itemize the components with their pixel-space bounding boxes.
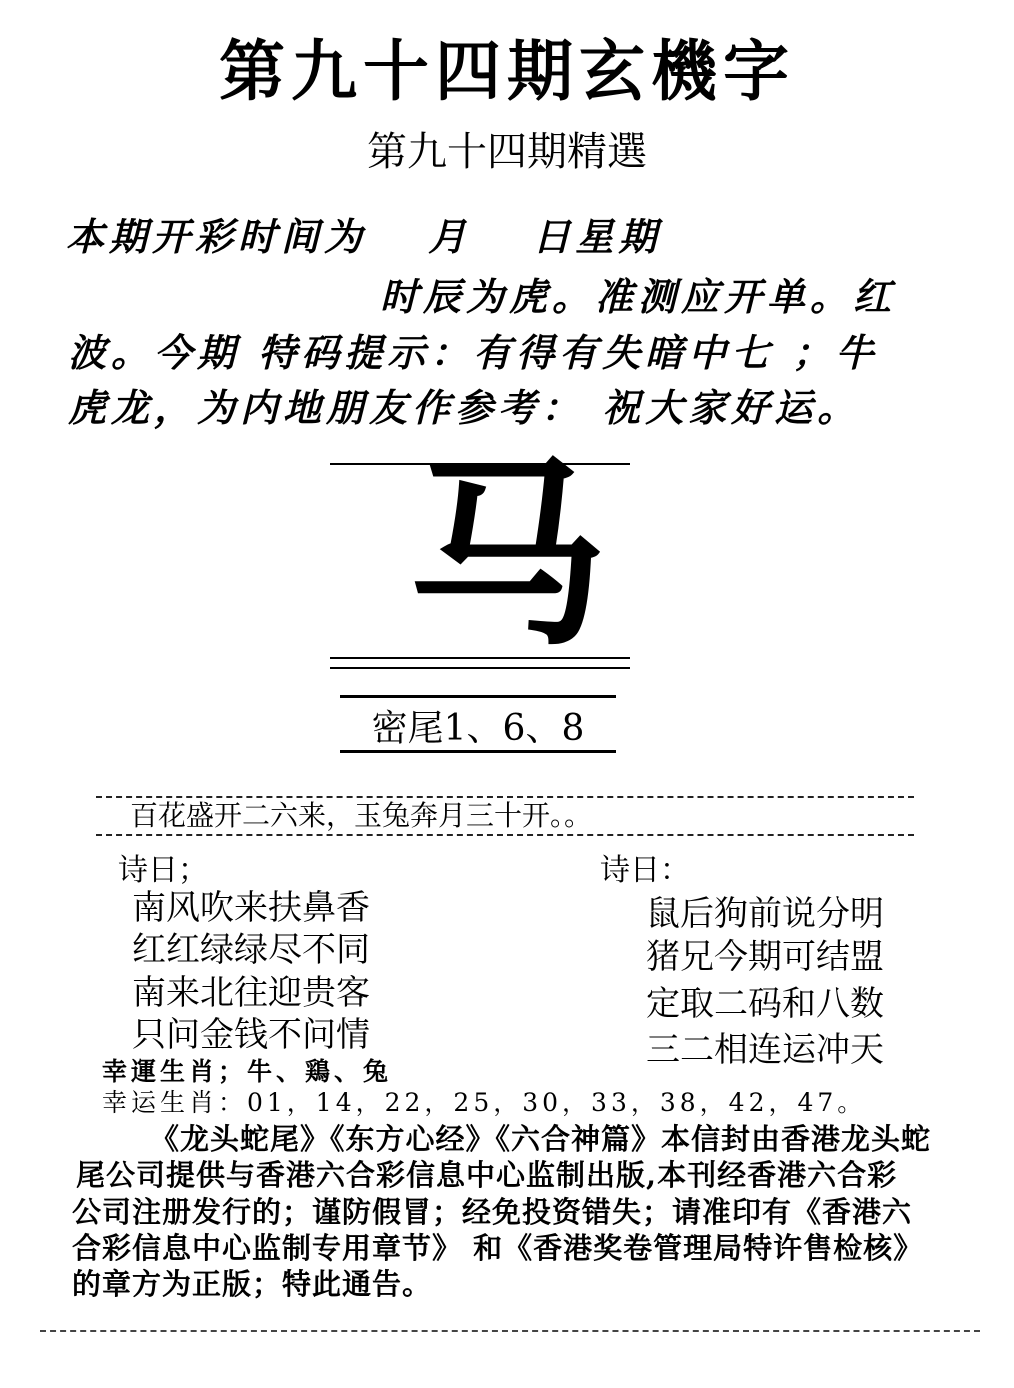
banner-line: 百花盛开二六来，玉兔奔月三十开。。 xyxy=(130,799,593,832)
notice-line-1: 《龙头蛇尾》《东方心经》《六合神篇》本信封由香港龙头蛇 xyxy=(150,1122,932,1156)
lucky-zodiac: 幸運生肖；牛、鶏、兔 xyxy=(102,1057,393,1086)
lucky-numbers: 幸运生肖：01，14，22，25，30，33，38，42，47。 xyxy=(102,1088,867,1117)
footer-rule xyxy=(40,1330,980,1332)
divider-bottom-2 xyxy=(330,667,630,669)
left-poem-line: 只问金钱不问情 xyxy=(132,1015,370,1055)
notice-line-2: 尾公司提供与香港六合彩信息中心监制出版,本刊经香港六合彩 xyxy=(76,1158,898,1192)
tail-numbers: 密尾1、6、8 xyxy=(371,708,585,749)
intro-line-2: 时辰为虎。准测应开单。红 xyxy=(380,274,897,319)
page-title: 第九十四期玄機字 xyxy=(219,33,795,110)
right-poem-heading: 诗日： xyxy=(600,853,690,888)
left-poem-line: 红红绿绿尽不同 xyxy=(132,930,370,970)
right-poem-line: 三二相连运冲天 xyxy=(646,1030,884,1070)
notice-line-3: 公司注册发行的；谨防假冒；经免投资错失；请准印有《香港六 xyxy=(72,1195,913,1229)
page-subtitle: 第九十四期精選 xyxy=(367,129,647,175)
notice-line-5: 的章方为正版；特此通告。 xyxy=(72,1267,433,1301)
left-poem-line: 南风吹来扶鼻香 xyxy=(132,888,370,928)
featured-zodiac-character: 马 xyxy=(406,440,607,673)
left-poem-heading: 诗日； xyxy=(118,853,208,888)
intro-line-1: 本期开彩时间为 月 日星期 xyxy=(66,214,662,259)
banner-rule-bottom xyxy=(96,834,914,836)
notice-line-4: 合彩信息中心监制专用章节》 和《香港奖卷管理局特许售检核》 xyxy=(72,1231,924,1265)
right-poem-line: 鼠后狗前说分明 xyxy=(646,894,884,934)
intro-line-4: 虎龙，为内地朋友作参考： 祝大家好运。 xyxy=(68,385,861,430)
left-poem-line: 南来北往迎贵客 xyxy=(132,973,370,1013)
right-poem-line: 定取二码和八数 xyxy=(646,984,884,1024)
divider-bottom xyxy=(330,657,630,659)
intro-line-3: 波。今期 特码提示：有得有失暗中七 ；牛 xyxy=(68,330,879,375)
right-poem-line: 猪兄今期可结盟 xyxy=(646,937,884,977)
